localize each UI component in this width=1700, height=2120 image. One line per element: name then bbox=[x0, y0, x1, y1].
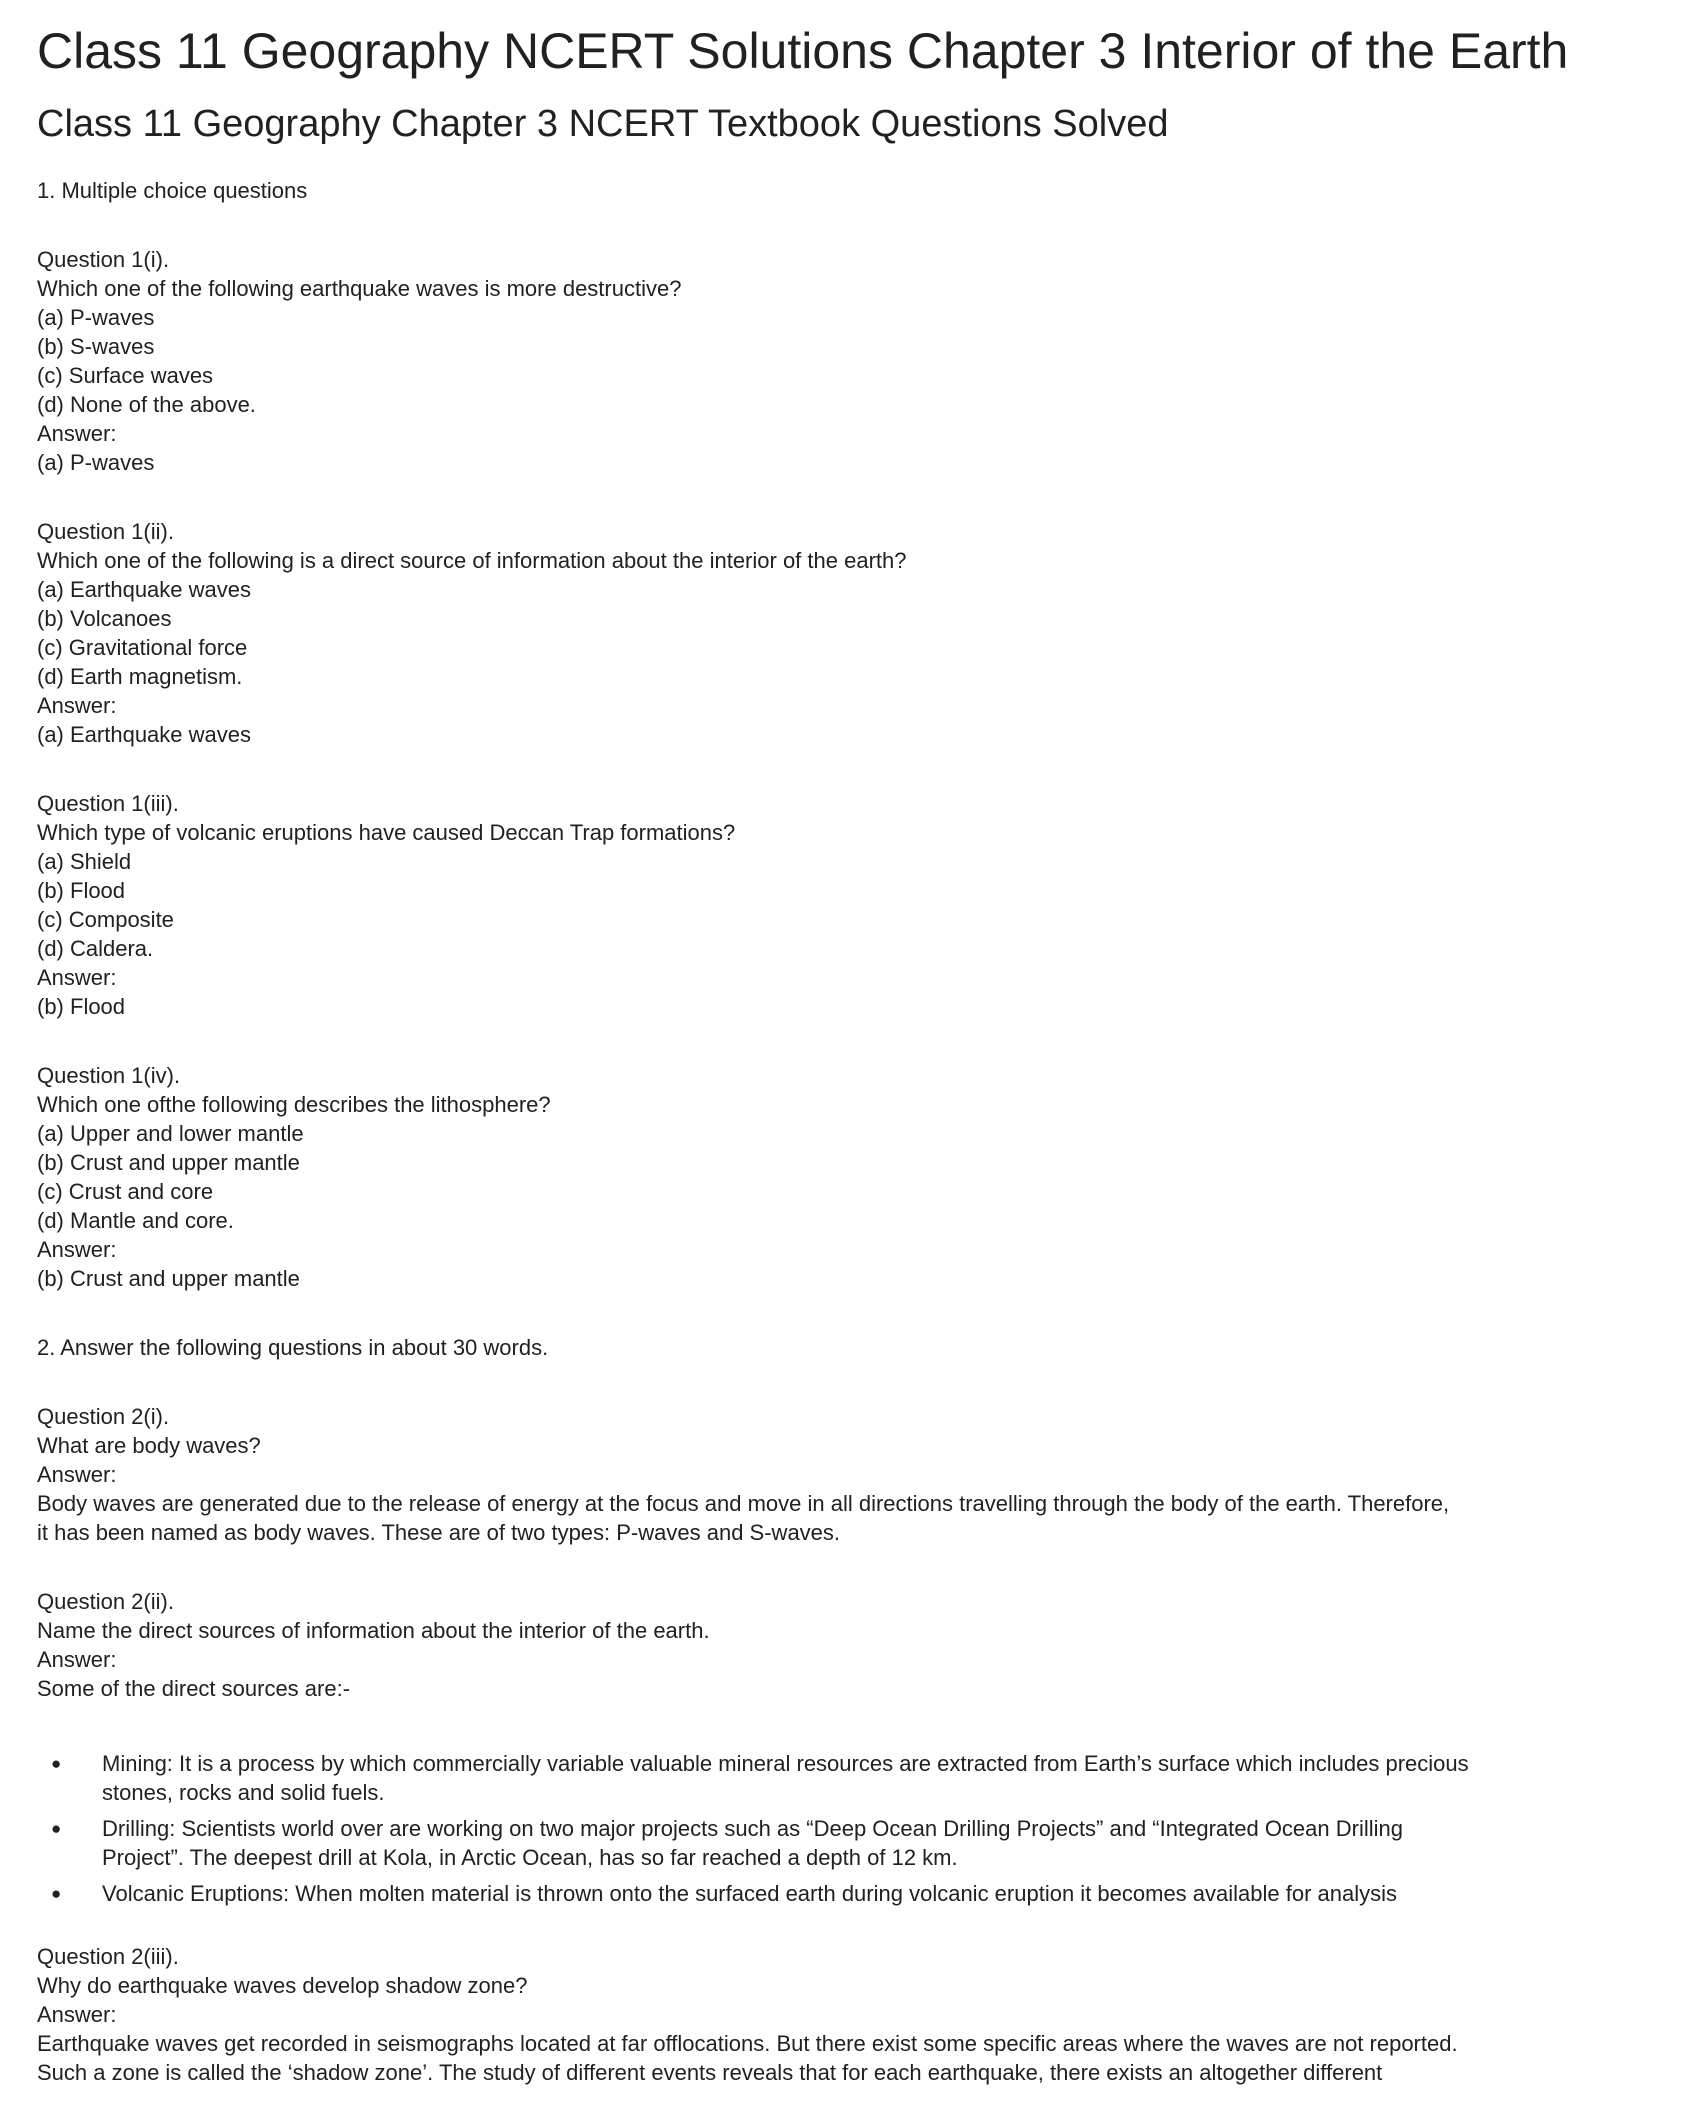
option-b: (b) Crust and upper mantle bbox=[37, 1150, 300, 1175]
question-text: Which one ofthe following describes the lithosphere? bbox=[37, 1092, 551, 1117]
section-heading-short-answers: 2. Answer the following questions in about 30 words. bbox=[37, 1335, 549, 1360]
list-item-line: stones, rocks and solid fuels. bbox=[102, 1780, 385, 1805]
page-subtitle: Class 11 Geography Chapter 3 NCERT Textbook Questions Solved bbox=[37, 103, 1169, 145]
list-item-volcanic-eruptions bbox=[37, 1879, 1692, 1908]
question-text: Which type of volcanic eruptions have caused Deccan Trap formations? bbox=[37, 820, 736, 845]
answer-text: (b) Flood bbox=[37, 994, 126, 1019]
question-label: Question 1(iv). bbox=[37, 1063, 181, 1088]
option-a: (a) Upper and lower mantle bbox=[37, 1121, 304, 1146]
answer-label: Answer: bbox=[37, 1237, 117, 1262]
question-text: Why do earthquake waves develop shadow zone? bbox=[37, 1973, 528, 1998]
answer-label: Answer: bbox=[37, 2002, 117, 2027]
page-title: Class 11 Geography NCERT Solutions Chapter 3 Interior of the Earth bbox=[37, 23, 1569, 79]
answer-text: (a) Earthquake waves bbox=[37, 722, 251, 747]
question-text: Name the direct sources of information about the interior of the earth. bbox=[37, 1618, 710, 1643]
list-item-line: Drilling: Scientists world over are working on two major projects such as “Deep Ocean Drilling Projects” and “Integrated Ocean Drilling bbox=[102, 1816, 1403, 1841]
qa-block-2i bbox=[37, 1402, 1692, 1547]
section-heading-mcq: 1. Multiple choice questions bbox=[37, 178, 308, 203]
option-d: (d) Caldera. bbox=[37, 936, 154, 961]
answer-label: Answer: bbox=[37, 693, 117, 718]
mcq-block-1i bbox=[37, 245, 1692, 477]
answer-line: Body waves are generated due to the release of energy at the focus and move in all directions travelling through the body of the earth. Therefore, bbox=[37, 1491, 1450, 1516]
question-label: Question 2(i). bbox=[37, 1404, 170, 1429]
answer-line: Earthquake waves get recorded in seismographs located at far offlocations. But there exist some specific areas where the waves are not reported. bbox=[37, 2031, 1458, 2056]
answer-text: (b) Crust and upper mantle bbox=[37, 1266, 300, 1291]
answer-line: Such a zone is called the ‘shadow zone’. The study of different events reveals that for each earthquake, there exists an altogether different bbox=[37, 2060, 1383, 2085]
article-page bbox=[0, 22, 1700, 2120]
answer-label: Answer: bbox=[37, 1462, 117, 1487]
bullet-icon: ● bbox=[51, 1884, 62, 1903]
answer-label: Answer: bbox=[37, 421, 117, 446]
list-item-mining bbox=[37, 1749, 1692, 1807]
question-label: Question 2(ii). bbox=[37, 1589, 174, 1614]
option-b: (b) Flood bbox=[37, 878, 126, 903]
list-item-line: Mining: It is a process by which commercially variable valuable mineral resources are extracted from Earth’s surface which includes precious bbox=[102, 1751, 1469, 1776]
option-b: (b) S-waves bbox=[37, 334, 155, 359]
mcq-block-1iii bbox=[37, 789, 1692, 1021]
question-text: What are body waves? bbox=[37, 1433, 261, 1458]
answer-text: (a) P-waves bbox=[37, 450, 155, 475]
question-text: Which one of the following earthquake waves is more destructive? bbox=[37, 276, 682, 301]
option-d: (d) None of the above. bbox=[37, 392, 256, 417]
mcq-block-1ii bbox=[37, 517, 1692, 749]
option-a: (a) Earthquake waves bbox=[37, 577, 251, 602]
option-c: (c) Gravitational force bbox=[37, 635, 248, 660]
question-label: Question 2(iii). bbox=[37, 1944, 179, 1969]
answer-line: it has been named as body waves. These are of two types: P-waves and S-waves. bbox=[37, 1520, 841, 1545]
option-b: (b) Volcanoes bbox=[37, 606, 172, 631]
option-a: (a) Shield bbox=[37, 849, 132, 874]
question-text: Which one of the following is a direct source of information about the interior of the earth? bbox=[37, 548, 907, 573]
bullet-icon: ● bbox=[51, 1754, 62, 1773]
option-a: (a) P-waves bbox=[37, 305, 155, 330]
direct-sources-list bbox=[37, 1749, 1692, 1908]
mcq-block-1iv bbox=[37, 1061, 1692, 1293]
list-item-drilling bbox=[37, 1814, 1692, 1872]
answer-intro: Some of the direct sources are:- bbox=[37, 1676, 351, 1701]
list-item-line: Volcanic Eruptions: When molten material is thrown onto the surfaced earth during volcanic eruption it becomes available for analysis bbox=[102, 1881, 1398, 1906]
bullet-icon: ● bbox=[51, 1819, 62, 1838]
question-label: Question 1(ii). bbox=[37, 519, 174, 544]
qa-block-2ii bbox=[37, 1587, 1692, 1703]
answer-label: Answer: bbox=[37, 965, 117, 990]
list-item-line: Project”. The deepest drill at Kola, in Arctic Ocean, has so far reached a depth of 12 km. bbox=[102, 1845, 958, 1870]
question-label: Question 1(i). bbox=[37, 247, 170, 272]
option-c: (c) Crust and core bbox=[37, 1179, 214, 1204]
question-label: Question 1(iii). bbox=[37, 791, 179, 816]
option-c: (c) Composite bbox=[37, 907, 174, 932]
option-d: (d) Earth magnetism. bbox=[37, 664, 243, 689]
option-d: (d) Mantle and core. bbox=[37, 1208, 234, 1233]
qa-block-2iii bbox=[37, 1942, 1692, 2087]
option-c: (c) Surface waves bbox=[37, 363, 214, 388]
answer-label: Answer: bbox=[37, 1647, 117, 1672]
